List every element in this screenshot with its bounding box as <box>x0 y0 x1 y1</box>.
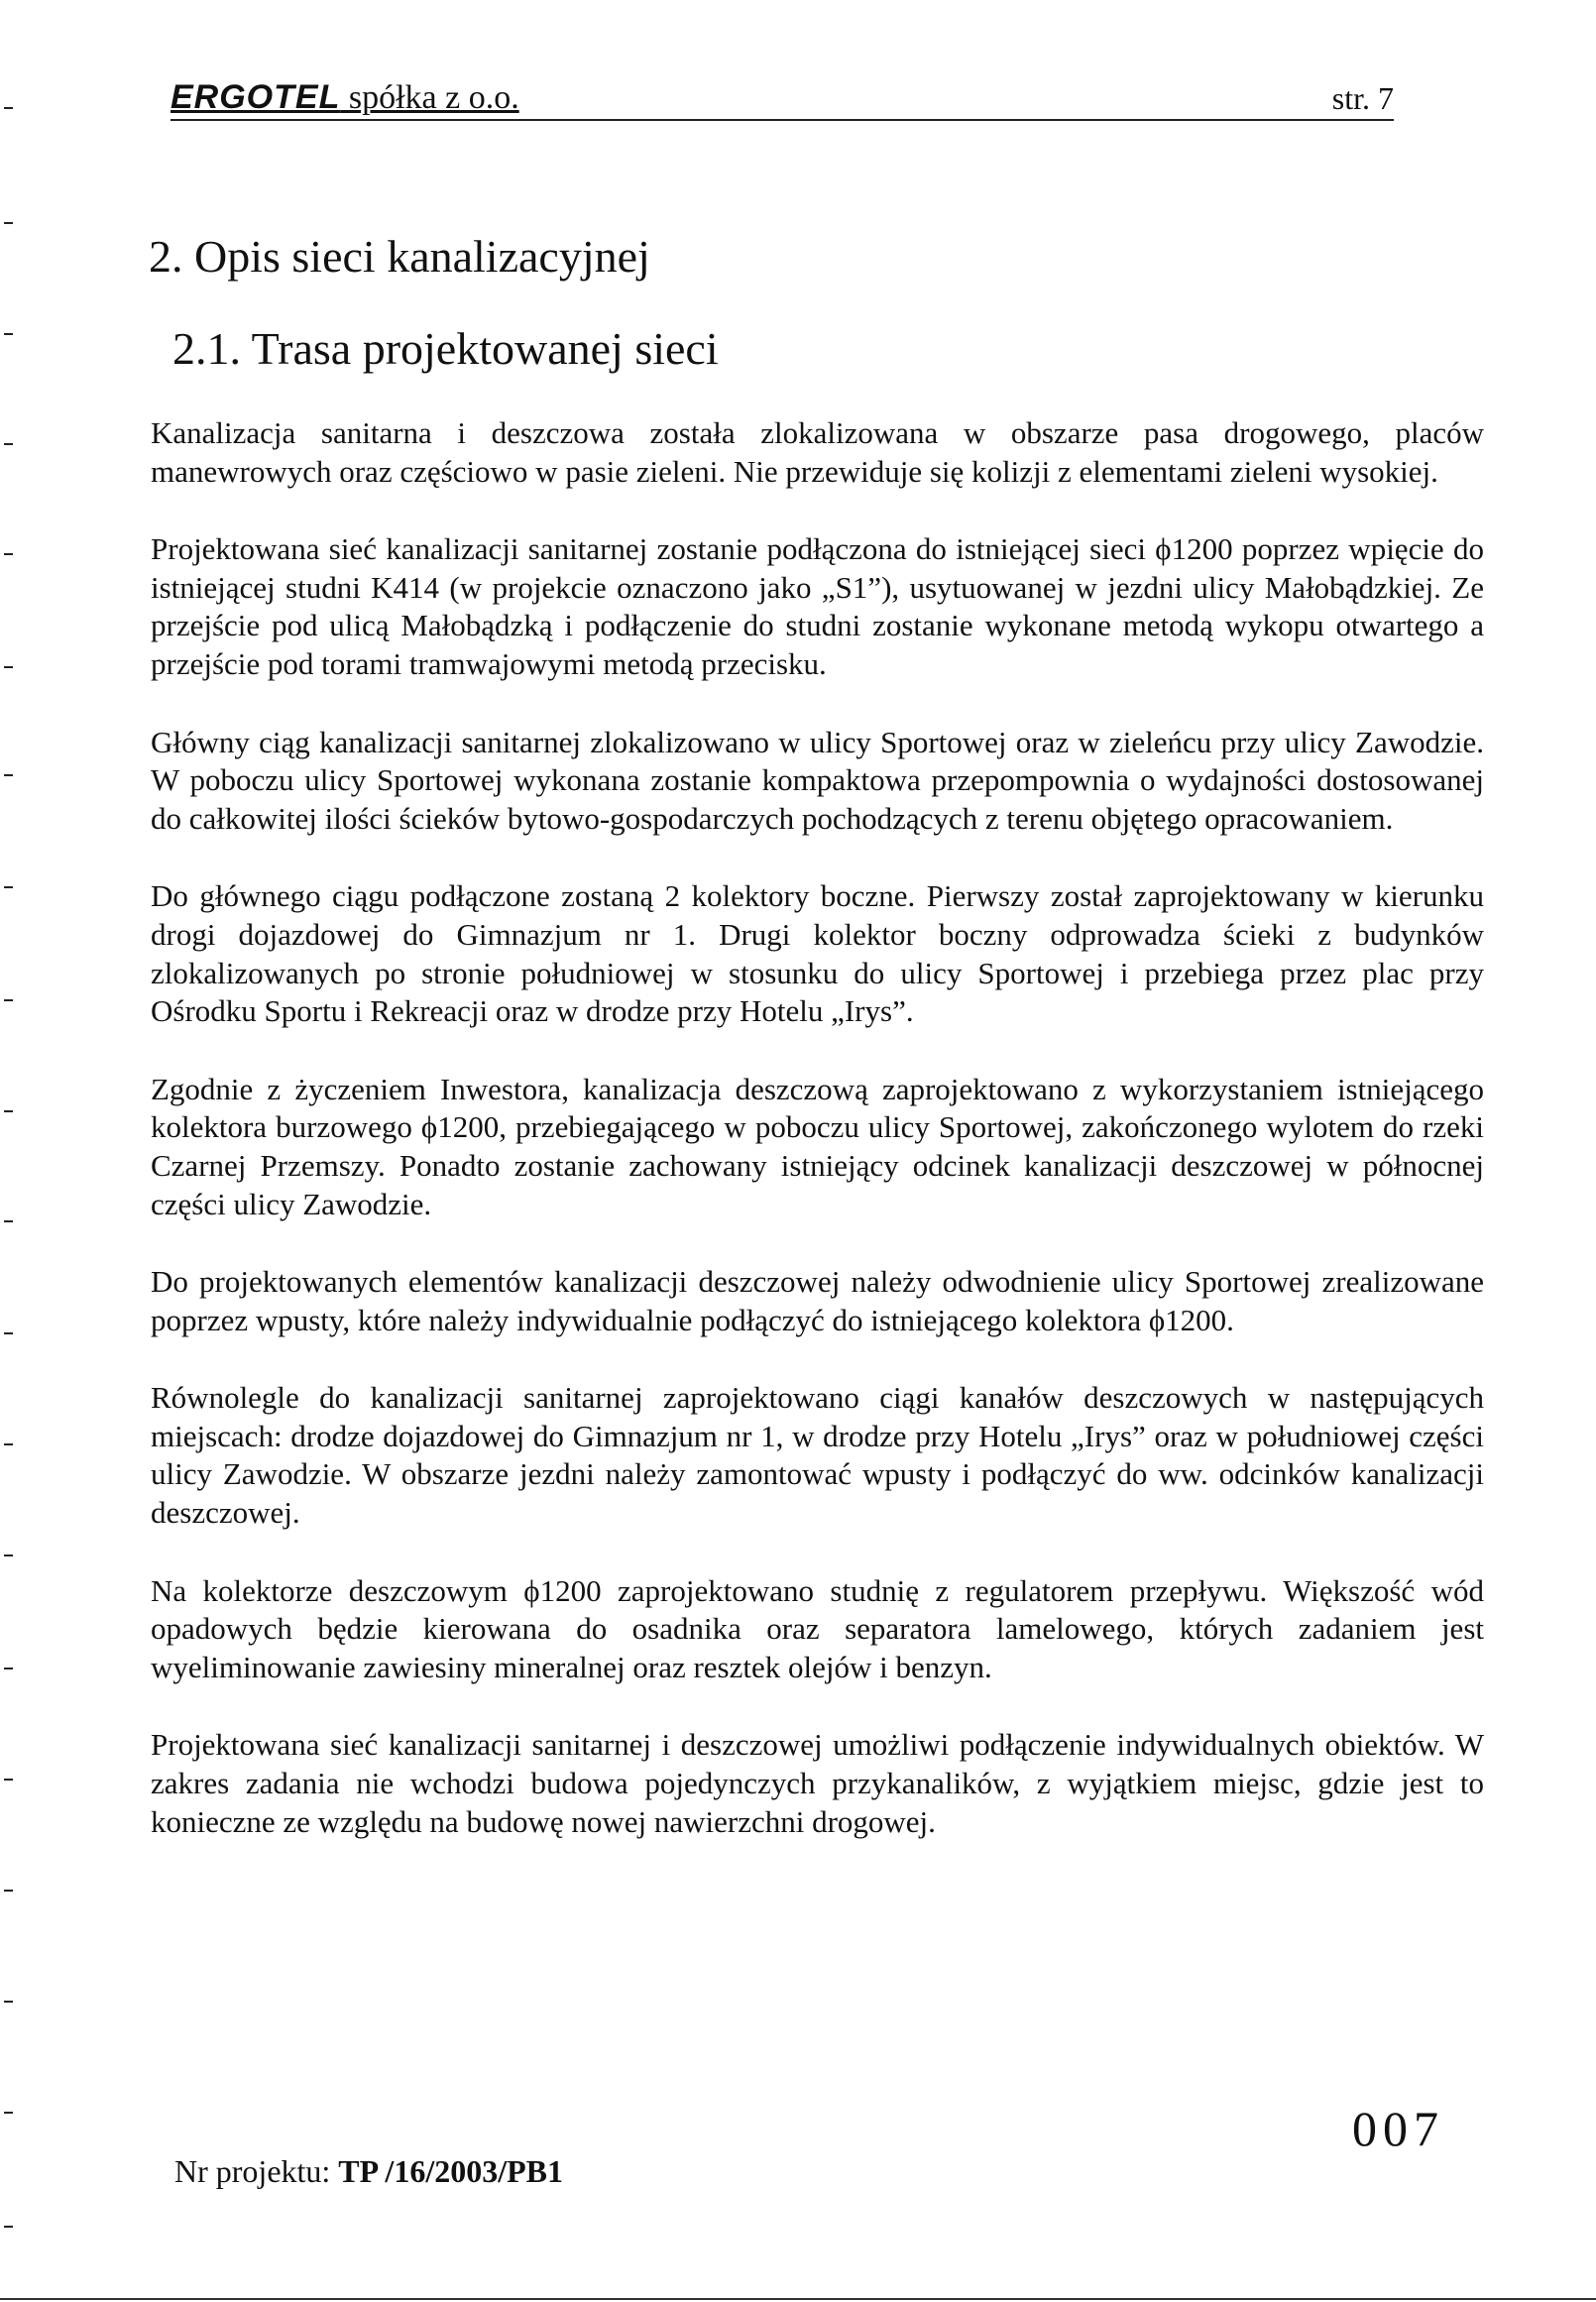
body-text <box>151 414 1484 1881</box>
scan-mark <box>4 2001 13 2003</box>
scan-mark <box>4 1110 13 1112</box>
scan-mark <box>4 1668 13 1669</box>
scan-mark <box>4 886 13 888</box>
paragraph: Główny ciąg kanalizacji sanitarnej zlokalizowano w ulicy Sportowej oraz w zieleńcu przy ulicy Zawodzie. W poboczu ulicy Sportowej wykonana zostanie kompaktowa przepompownia o wydajności dostosowanej do całkowitej ilości ścieków bytowo-gospodarczych pochodzących z terenu objętego opracowaniem. <box>151 724 1484 836</box>
company-suffix: spółka z o.o. <box>340 79 519 116</box>
company-logo: ERGOTEL <box>171 78 341 116</box>
scan-mark <box>4 774 13 776</box>
scan-mark <box>4 1890 13 1892</box>
scan-mark <box>4 1554 13 1556</box>
scan-mark <box>4 2226 13 2228</box>
scan-mark <box>4 1443 13 1445</box>
scan-mark <box>4 999 13 1001</box>
paragraph: Do głównego ciągu podłączone zostaną 2 kolektory boczne. Pierwszy został zaprojektowany w kierunku drogi dojazdowej do Gimnazjum nr 1. Drugi kolektor boczny odprowadza ścieki z budynków zlokalizowanych po stronie południowej w stosunku do ulicy Sportowej i przebiega przez plac przy Ośrodku Sportu i Rekreacji oraz w drodze przy Hotelu „Irys”. <box>151 878 1484 1029</box>
page-number: str. 7 <box>1331 80 1394 116</box>
scan-mark <box>4 1332 13 1334</box>
scan-mark <box>4 443 13 445</box>
paragraph: Projektowana sieć kanalizacji sanitarnej zostanie podłączona do istniejącej sieci ϕ1200 poprzez wpięcie do istniejącej studni K414 (w projekcie oznaczono jako „S1”), usytuowanej w jezdni ulicy Małobądzkiej. Ze przejście pod ulicą Małobądzką i podłączenie do studni zostanie wykonane metodą wykopu otwartego a przejście pod torami tramwajowymi metodą przecisku. <box>151 531 1484 681</box>
paragraph: Na kolektorze deszczowym ϕ1200 zaprojektowano studnię z regulatorem przepływu. Większość wód opadowych będzie kierowana do osadnika oraz separatora lamelowego, których zadaniem jest wyeliminowanie zawiesiny mineralnej oraz resztek olejów i benzyn. <box>151 1572 1484 1684</box>
scan-mark <box>4 222 13 224</box>
paragraph: Do projektowanych elementów kanalizacji deszczowej należy odwodnienie ulicy Sportowej zrealizowane poprzez wpusty, które należy indywidualnie podłączyć do istniejącego kolektora ϕ1200. <box>151 1264 1484 1337</box>
scan-mark <box>4 1220 13 1222</box>
scan-mark <box>4 333 13 335</box>
section-heading: 2. Opis sieci kanalizacyjnej <box>149 231 650 282</box>
stamp-number: 007 <box>1352 2101 1444 2156</box>
scan-mark <box>4 553 13 555</box>
subsection-heading: 2.1. Trasa projektowanej sieci <box>172 323 719 374</box>
scan-mark <box>4 107 13 109</box>
paragraph: Równolegle do kanalizacji sanitarnej zaprojektowano ciągi kanałów deszczowych w następujących miejscach: drodze dojazdowej do Gimnazjum nr 1, w drodze przy Hotelu „Irys” oraz w południowej części ulicy Zawodzie. W obszarze jezdni należy zamontować wpusty i podłączyć do ww. odcinków kanalizacji deszczowej. <box>151 1380 1484 1531</box>
project-number-label: Nr projektu: <box>174 2153 339 2189</box>
scan-mark <box>4 2112 13 2114</box>
company-name <box>171 78 519 117</box>
page-header <box>171 71 1394 121</box>
project-number-value: TP /16/2003/PB1 <box>338 2153 563 2189</box>
scan-bottom-edge <box>0 2298 1596 2300</box>
scan-mark <box>4 1779 13 1781</box>
paragraph: Projektowana sieć kanalizacji sanitarnej i deszczowej umożliwi podłączenie indywidualnych obiektów. W zakres zadania nie wchodzi budowa pojedynczych przykanalików, z wyjątkiem miejsc, gdzie jest to konieczne ze względu na budowę nowej nawierzchni drogowej. <box>151 1727 1484 1839</box>
project-number <box>174 2153 563 2190</box>
paragraph: Kanalizacja sanitarna i deszczowa została zlokalizowana w obszarze pasa drogowego, placów manewrowych oraz częściowo w pasie zieleni. Nie przewiduje się kolizji z elementami zieleni wysokiej. <box>151 415 1484 489</box>
paragraph: Zgodnie z życzeniem Inwestora, kanalizacja deszczową zaprojektowano z wykorzystaniem istniejącego kolektora burzowego ϕ1200, przebiegającego w poboczu ulicy Sportowej, zakończonego wylotem do rzeki Czarnej Przemszy. Ponadto zostanie zachowany istniejący odcinek kanalizacji deszczowej w północnej części ulicy Zawodzie. <box>151 1071 1484 1221</box>
scan-mark <box>4 666 13 668</box>
